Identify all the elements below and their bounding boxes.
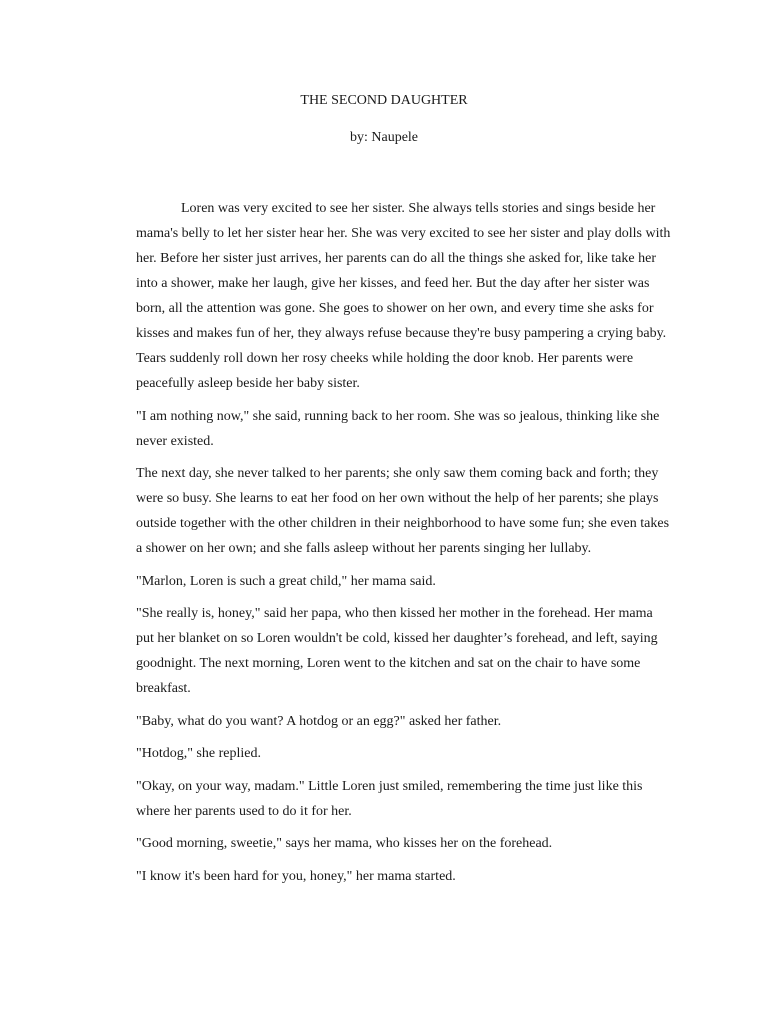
- paragraph: "I am nothing now," she said, running back to her room. She was so jealous, thinking like she never existed.: [136, 408, 660, 449]
- document-title: THE SECOND DAUGHTER: [300, 93, 468, 108]
- document-byline: by: Naupele: [349, 130, 419, 145]
- document-body: [136, 196, 674, 896]
- paragraph: "Baby, what do you want? A hotdog or an egg?" asked her father.: [136, 713, 502, 729]
- paragraph: "Okay, on your way, madam." Little Loren just smiled, remembering the time just like this where her parents used to do it for her.: [136, 778, 643, 819]
- paragraph: Loren was very excited to see her sister. She always tells stories and sings beside her mama's belly to let her sister hear her. She was very excited to see her sister and play dolls with her. Before her sister just arrives, her parents can do all the things she asked for, like take her into a shower, make her laugh, give her kisses, and feed her. But the day after her sister was born, all the attention was gone. She goes to shower on her own, and every time she asks for kisses and makes fun of her, they always refuse because they're busy pampering a crying baby. Tears suddenly roll down her rosy cheeks while holding the door knob. Her parents were peacefully asleep beside her baby sister.: [136, 201, 671, 391]
- paragraph: "I know it's been hard for you, honey," her mama started.: [136, 868, 456, 884]
- paragraph: "Good morning, sweetie," says her mama, who kisses her on the forehead.: [136, 836, 553, 851]
- paragraph: "Hotdog," she replied.: [136, 746, 261, 761]
- paragraph: "Marlon, Loren is such a great child," her mama said.: [136, 573, 436, 589]
- paragraph: The next day, she never talked to her parents; she only saw them coming back and forth; they were so busy. She learns to eat her food on her own without the help of her parents; she plays outside together with the other children in their neighborhood to have some fun; she even takes a shower on her own; and she falls asleep without her parents singing her lullaby.: [136, 466, 670, 556]
- paragraph: "She really is, honey," said her papa, who then kissed her mother in the forehead. Her mama put her blanket on so Loren wouldn't be cold, kissed her daughter’s forehead, and left, saying goodnight. The next morning, Loren went to the kitchen and sat on the chair to have some breakfast.: [136, 606, 658, 696]
